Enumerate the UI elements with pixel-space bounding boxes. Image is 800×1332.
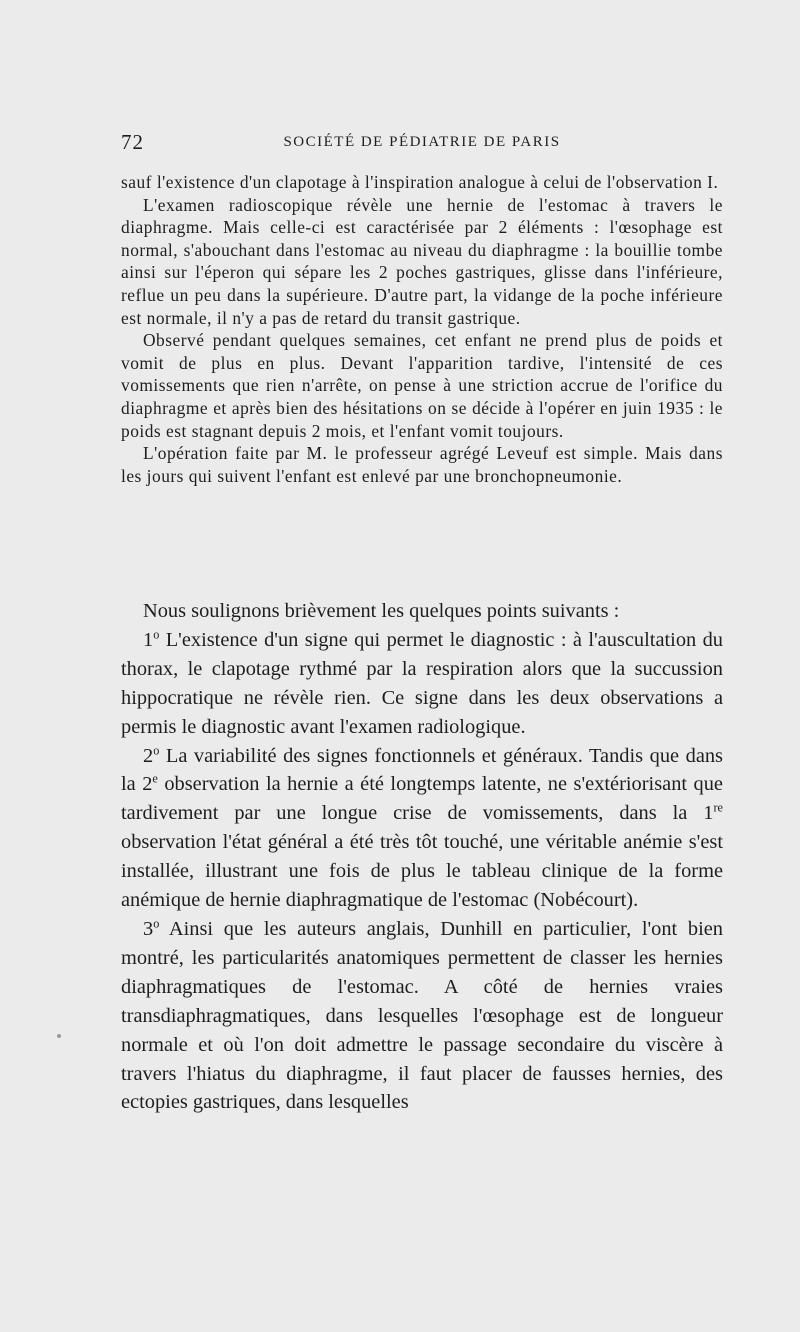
point-number: 1 xyxy=(143,628,154,651)
point-text: observation la hernie a été longtemps latente, ne s'extériorisant que tardivement par une longue crise de vomissements, dans la 1 xyxy=(121,773,723,825)
discussion-text xyxy=(121,597,723,1117)
ordinal-marker: o xyxy=(153,743,160,758)
running-title: SOCIÉTÉ DE PÉDIATRIE DE PARIS xyxy=(283,134,561,150)
page-header xyxy=(121,130,723,156)
discussion-point-1 xyxy=(121,626,723,742)
discussion-intro: Nous soulignons brièvement les quelques points suivants : xyxy=(143,600,620,622)
paragraph: L'examen radioscopique révèle une hernie de l'estomac à travers le diaphragme. Mais celle-ci est caractérisée par 2 éléments : l'œsophage est normal, s'abouchant dans l'estomac au niveau du diaphragme : la bouillie tombe ainsi sur l'éperon qui sépare les 2 poches gastriques, glisse dans l'inférieure, reflue un peu dans la supérieure. D'autre part, la vidange de la poche inférieure est normale, il n'y a pas de retard du transit gastrique. xyxy=(121,194,723,328)
paper-speck xyxy=(57,1034,61,1038)
point-text: L'existence d'un signe qui permet le diagnostic : à l'auscultation du thorax, le clapotage rythmé par la respiration alors que la succussion hippocratique ne révèle rien. Ce signe dans les deux observations a permis le diagnostic avant l'examen radiologique. xyxy=(121,628,723,738)
superscript: re xyxy=(713,801,723,815)
point-number: 2 xyxy=(143,744,154,767)
paragraph: Observé pendant quelques semaines, cet enfant ne prend plus de poids et vomit de plus en plus. Devant l'apparition tardive, l'intensité de ces vomissements que rien n'arrête, on pense à une striction accrue de l'orifice du diaphragme et après bien des hésitations on se décide à l'opérer en juin 1935 : le poids est stagnant depuis 2 mois, et l'enfant vomit toujours. xyxy=(121,330,723,441)
ordinal-marker: o xyxy=(153,627,160,642)
superscript: e xyxy=(152,772,158,787)
case-report-text xyxy=(121,171,723,487)
paragraph: sauf l'existence d'un clapotage à l'inspiration analogue à celui de l'observation I. xyxy=(121,172,719,192)
point-text: Ainsi que les auteurs anglais, Dunhill en particulier, l'ont bien montré, les particularités anatomiques permettent de classer les hernies diaphragmatiques de l'estomac. A côté de hernies vraies transdiaphragmatiques, dans lesquelles l'œsophage est de longueur normale et où l'on doit admettre le passage secondaire du viscère à travers l'hiatus du diaphragme, il faut placer de fausses hernies, des ectopies gastriques, dans lesquelles xyxy=(121,917,723,1114)
point-text: observation l'état général a été très tôt touché, une véritable anémie s'est installée, illustrant une fois de plus le tableau clinique de la forme anémique de hernie diaphragmatique de l'estomac (Nobécourt). xyxy=(121,831,723,912)
point-number: 3 xyxy=(143,917,154,940)
point-text: La variabilité des signes fonctionnels et généraux. Tandis que dans la 2 xyxy=(121,744,723,796)
discussion-point-3 xyxy=(121,915,723,1117)
discussion-point-2 xyxy=(121,742,723,915)
paragraph: L'opération faite par M. le professeur agrégé Leveuf est simple. Mais dans les jours qui suivent l'enfant est enlevé par une bronchopneumonie. xyxy=(121,443,723,486)
ordinal-marker: o xyxy=(153,916,160,931)
page-number: 72 xyxy=(121,130,144,154)
